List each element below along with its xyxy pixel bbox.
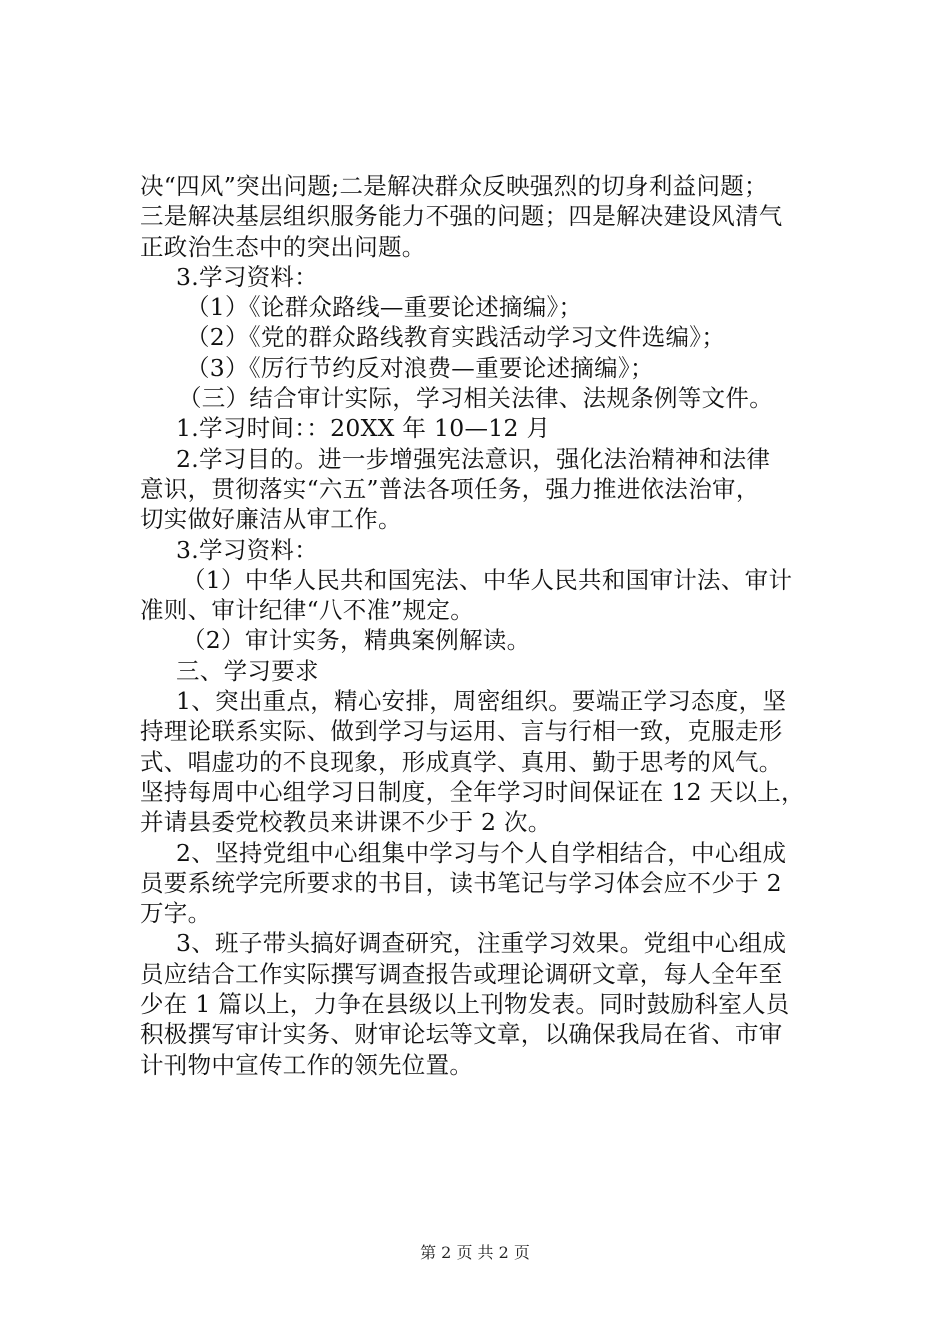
section-heading: 3.学习资料： — [176, 535, 319, 564]
text-line: 式、唱虚功的不良现象，形成真学、真用、勤于思考的风气。 — [140, 747, 783, 776]
text-line: 三是解决基层组织服务能力不强的问题；四是解决建设风清气 — [140, 202, 783, 231]
text-line: 计刊物中宣传工作的领先位置。 — [140, 1050, 474, 1079]
text-line: 1.学习时间：：20XX 年 10—12 月 — [176, 414, 551, 443]
text-line: 准则、审计纪律“八不准”规定。 — [140, 596, 475, 625]
text-line: 1、突出重点，精心安排，周密组织。要端正学习态度，坚 — [176, 687, 787, 716]
list-item: （3）《厉行节约反对浪费—重要论述摘编》； — [186, 353, 654, 382]
text-line: 坚持每周中心组学习日制度，全年学习时间保证在 12 天以上， — [140, 777, 805, 806]
text-line: 意识，贯彻落实“六五”普法各项任务，强力推进依法治审， — [140, 474, 760, 503]
text-line: 切实做好廉洁从审工作。 — [140, 505, 402, 534]
text-line: 万字。 — [140, 899, 212, 928]
text-line: 2、坚持党组中心组集中学习与个人自学相结合，中心组成 — [176, 838, 787, 867]
text-line: 正政治生态中的突出问题。 — [140, 232, 426, 261]
text-line: 积极撰写审计实务、财审论坛等文章，以确保我局在省、市审 — [140, 1020, 783, 1049]
text-line: 少在 1 篇以上，力争在县级以上刊物发表。同时鼓励科室人员 — [140, 990, 790, 1019]
text-line: 3、班子带头搞好调查研究，注重学习效果。党组中心组成 — [176, 929, 787, 958]
text-line: 员应结合工作实际撰写调查报告或理论调研文章，每人全年至 — [140, 959, 783, 988]
text-line: 并请县委党校教员来讲课不少于 2 次。 — [140, 808, 552, 837]
section-heading: 三、学习要求 — [176, 656, 319, 685]
list-item: （2）审计实务，精典案例解读。 — [182, 626, 531, 655]
section-heading: 3.学习资料： — [176, 262, 319, 291]
text-line: 决“四风”突出问题;二是解决群众反映强烈的切身利益问题； — [140, 172, 768, 200]
text-line: 员要系统学完所要求的书目，读书笔记与学习体会应不少于 2 — [140, 868, 782, 897]
text-line: 2.学习目的。进一步增强宪法意识，强化法治精神和法律 — [176, 444, 771, 473]
document-body — [140, 171, 840, 1080]
text-line: 持理论联系实际、做到学习与运用、言与行相一致，克服走形 — [140, 717, 783, 746]
page-footer: 第 2 页 共 2 页 — [420, 1243, 530, 1262]
section-heading: （三）结合审计实际，学习相关法律、法规条例等文件。 — [178, 384, 773, 413]
list-item: （1）中华人民共和国宪法、中华人民共和国审计法、审计 — [182, 565, 793, 594]
list-item: （1）《论群众路线—重要论述摘编》； — [186, 293, 583, 322]
list-item: （2）《党的群众路线教育实践活动学习文件选编》； — [186, 323, 726, 352]
